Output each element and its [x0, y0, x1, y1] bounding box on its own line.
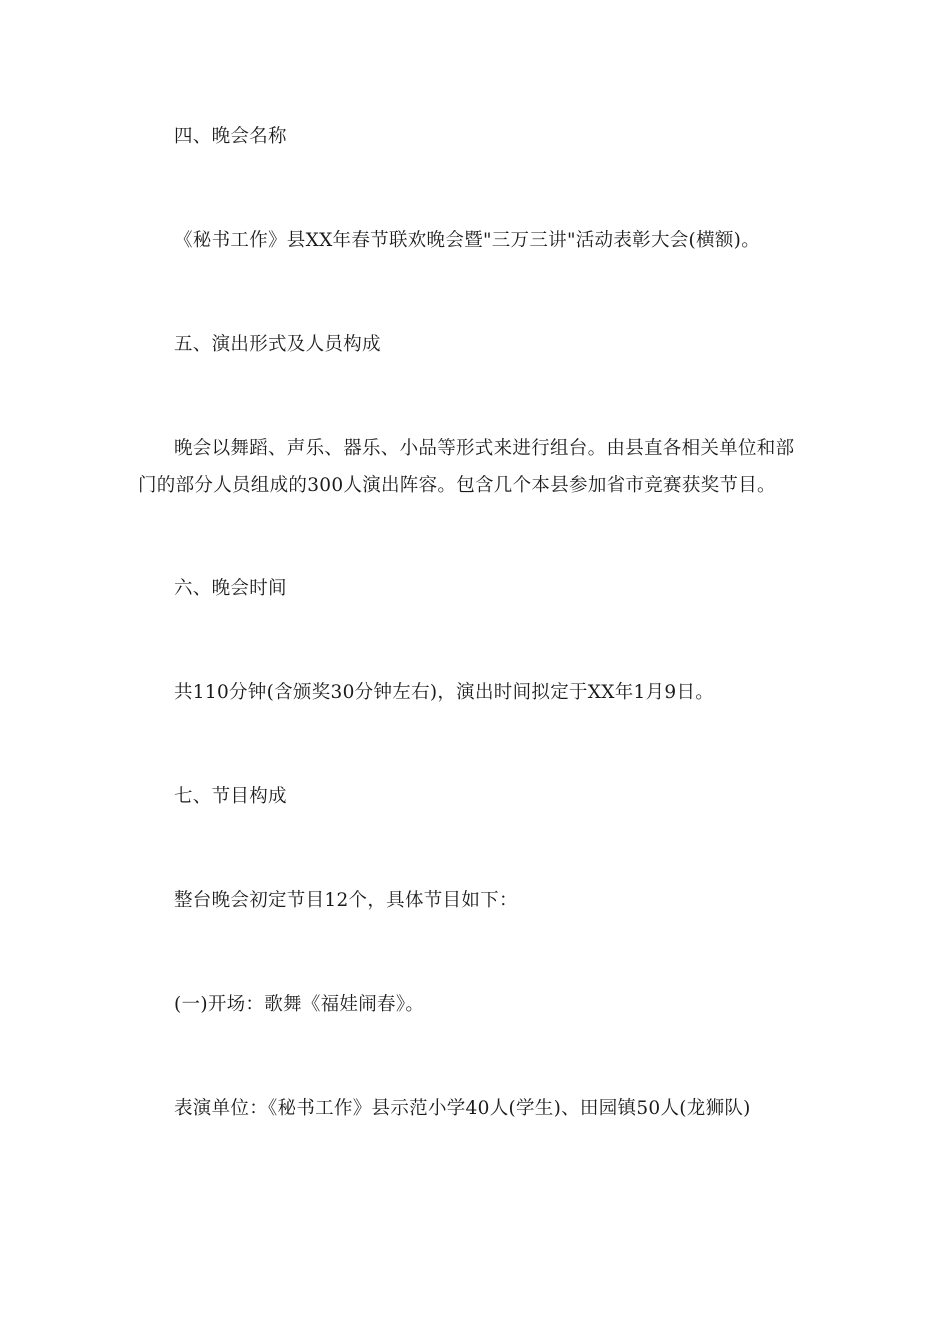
section-heading-5: 五、演出形式及人员构成 [174, 334, 381, 355]
section-heading-4: 四、晚会名称 [174, 126, 287, 147]
section-paragraph-6: 共110分钟(含颁奖30分钟左右)，演出时间拟定于XX年1月9日。 [174, 682, 715, 703]
section-heading-6: 六、晚会时间 [174, 578, 287, 599]
program-item-1: (一)开场：歌舞《福娃闹春》。 [174, 994, 425, 1015]
section-paragraph-7: 整台晚会初定节目12个，具体节目如下： [174, 890, 518, 911]
section-paragraph-5-line-2: 门的部分人员组成的300人演出阵容。包含几个本县参加省市竞赛获奖节目。 [138, 475, 776, 496]
section-paragraph-5-line-1: 晚会以舞蹈、声乐、器乐、小品等形式来进行组台。由县直各相关单位和部 [174, 438, 795, 459]
program-item-1-performers: 表演单位：《秘书工作》县示范小学40人(学生)、田园镇50人(龙狮队) [174, 1098, 751, 1119]
section-heading-7: 七、节目构成 [174, 786, 287, 807]
section-paragraph-4: 《秘书工作》县XX年春节联欢晚会暨"三万三讲"活动表彰大会(横额)。 [174, 230, 760, 251]
